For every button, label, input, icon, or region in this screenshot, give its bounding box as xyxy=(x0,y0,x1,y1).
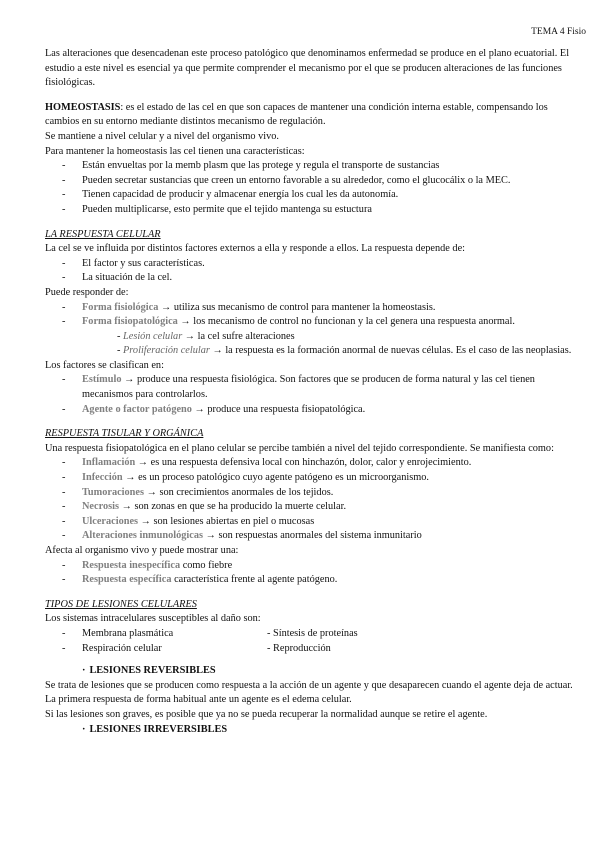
list-item: - Respiración celular - Reproducción xyxy=(45,642,575,657)
section-title: LA RESPUESTA CELULAR xyxy=(45,228,161,240)
intro-paragraph: Las alteraciones que desencadenan este proceso patológico que denominamos enfermedad se produce en el plano ecuatorial. El estudio a este nivel es esencial ya que permite comprender el mecanismo por el que se producen alteraciones de las funciones fisiológicas. xyxy=(45,48,570,89)
list-item: - Necrosis → son zonas en que se ha producido la muerte celular. xyxy=(45,500,575,515)
organism-list xyxy=(45,559,575,588)
list-item: - Inflamación → es una respuesta defensiva local con hinchazón, dolor, calor y enrojecimiento. xyxy=(45,456,575,471)
homeostasis-definition: HOMEOSTASIS: es el estado de las cel en que son capaces de mantener una condición interna estable, compensando los cambios en su entorno mediante distintos mecanismo de regulación. xyxy=(45,101,548,128)
section-title: TIPOS DE LESIONES CELULARES xyxy=(45,598,197,610)
homeostasis-term: HOMEOSTASIS xyxy=(45,101,121,113)
list-item: - Pueden secretar sustancias que creen un entorno favorable a su alrededor, como el glucocálix o la MEC. xyxy=(45,174,575,189)
list-item: - Alteraciones inmunológicas → son respuestas anormales del sistema inmunitario xyxy=(45,529,575,544)
sub-item: - Proliferación celular → la respuesta es la formación anormal de nuevas células. Es el caso de las neoplasias. xyxy=(117,345,572,357)
list-item: - Forma fisiológica → utiliza sus mecanismo de control para mantener la homeostasis. xyxy=(45,301,575,316)
list-item: - Agente o factor patógeno → produce una respuesta fisiopatológica. xyxy=(45,403,575,418)
paragraph: Puede responder de: xyxy=(45,286,129,298)
list-item: - Pueden multiplicarse, esto permite que el tejido mantenga su estuctura xyxy=(45,203,575,218)
list-item: - Forma fisiopatológica → los mecanismo de control no funcionan y la cel genera una respuesta anormal. xyxy=(45,315,575,330)
header-tag: TEMA 4 Fisio xyxy=(531,27,586,37)
systems-list xyxy=(45,627,575,656)
subsection-title: · LESIONES IRREVERSIBLES xyxy=(82,723,228,735)
list-item: - La situación de la cel. xyxy=(45,271,575,286)
paragraph: Se trata de lesiones que se producen como respuesta a la acción de un agente y que desaparecen cuando el agente deja de actuar. La primera respuesta de forma habitual ante un agente es el edema celular. xyxy=(45,679,573,706)
manifest-list xyxy=(45,456,575,544)
forms-list xyxy=(45,301,575,330)
list-item: - Tienen capacidad de producir y almacenar energía los cual les da autonomía. xyxy=(45,188,575,203)
list-item: - Tumoraciones → son crecimientos anormales de los tejidos. xyxy=(45,486,575,501)
document-body xyxy=(45,47,575,737)
list-item: - Respuesta específica característica frente al agente patógeno. xyxy=(45,573,575,588)
depends-list xyxy=(45,257,575,286)
paragraph: Los sistemas intracelulares susceptibles al daño son: xyxy=(45,613,261,625)
homeostasis-list xyxy=(45,159,575,217)
paragraph: Una respuesta fisiopatológica en el plano celular se percibe también a nivel del tejido correspondiente. Se manifiesta como: xyxy=(45,442,554,454)
subsection-title: · LESIONES REVERSIBLES xyxy=(82,665,216,677)
paragraph: Los factores se clasifican en: xyxy=(45,359,164,371)
homeostasis-line: Se mantiene a nivel celular y a nivel del organismo vivo. xyxy=(45,130,279,142)
sub-item: - Lesión celular → la cel sufre alteraciones xyxy=(117,330,295,342)
list-item: - Respuesta inespecífica como fiebre xyxy=(45,559,575,574)
list-item: - El factor y sus características. xyxy=(45,257,575,272)
list-item: - Infección → es un proceso patológico cuyo agente patógeno es un microorganismo. xyxy=(45,471,575,486)
list-item: - Membrana plasmática - Síntesis de proteínas xyxy=(45,627,575,642)
list-item: - Estímulo → produce una respuesta fisiológica. Son factores que se producen de forma natural y las cel tienen mecanismos para controlarlos. xyxy=(45,373,575,402)
paragraph: Si las lesiones son graves, es posible que ya no se pueda recuperar la normalidad aunque se retire el agente. xyxy=(45,708,488,720)
paragraph: La cel se ve influida por distintos factores externos a ella y responde a ellos. La respuesta depende de: xyxy=(45,243,466,255)
homeostasis-line: Para mantener la homeostasis las cel tienen una características: xyxy=(45,145,305,157)
list-item: - Están envueltas por la memb plasm que las protege y regula el transporte de sustancias xyxy=(45,159,575,174)
paragraph: Afecta al organismo vivo y puede mostrar una: xyxy=(45,545,239,556)
factors-list xyxy=(45,373,575,417)
section-title: RESPUESTA TISULAR Y ORGÁNICA xyxy=(45,428,204,440)
list-item: - Ulceraciones → son lesiones abiertas en piel o mucosas xyxy=(45,515,575,530)
